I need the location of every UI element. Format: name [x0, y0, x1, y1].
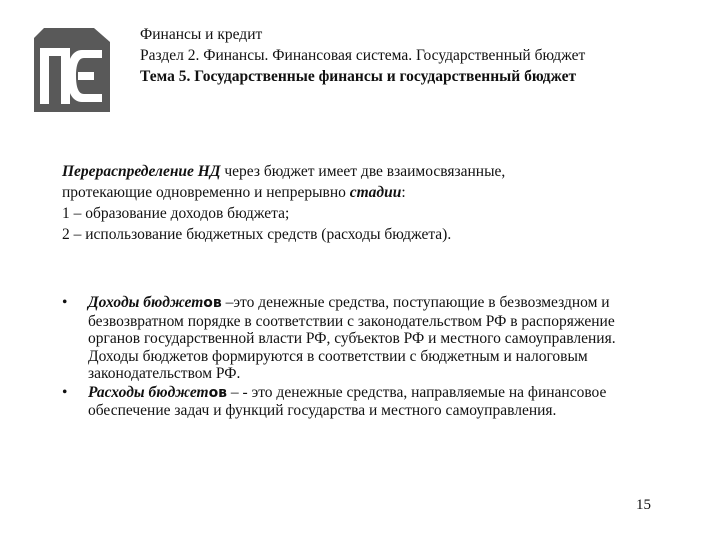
expenses-term-suffix: ов — [208, 384, 228, 401]
expenses-term: Расходы бюджет — [88, 383, 209, 401]
intro-text-part: через бюджет имеет две взаимосвязанные, протекающие одновременно и непрерывно — [62, 163, 506, 201]
bullet-list — [62, 294, 662, 420]
stages-colon: : — [401, 184, 406, 201]
slide-header — [140, 24, 700, 87]
stage-1: 1 – образование доходов бюджета; — [62, 205, 290, 222]
bullet-item-income — [62, 294, 662, 383]
page-number: 15 — [636, 497, 651, 513]
income-definition: –это денежные средства, поступающие в безвозмездном и безвозвратном порядке в соответствии с законодательством РФ в распоряжение органов государственной власти РФ, субъектов РФ и местного самоуправления. Доходы бюджетов формируются в соответствии с бюджетным и налоговым законодательством РФ. — [88, 294, 616, 382]
section-title: Раздел 2. Финансы. Финансовая система. Государственный бюджет — [140, 47, 586, 64]
bullet-mark: • — [62, 383, 68, 401]
stages-word: стадии — [349, 184, 402, 201]
topic-title: Тема 5. Государственные финансы и государственный бюджет — [140, 68, 577, 85]
stage-2: 2 – использование бюджетных средств (расходы бюджета). — [62, 226, 452, 243]
ps-logo-icon — [32, 26, 112, 112]
income-term: Доходы бюджет — [88, 294, 204, 311]
bullet-mark: • — [62, 294, 68, 311]
intro-paragraph — [62, 161, 582, 245]
intro-text — [62, 161, 582, 203]
course-title: Финансы и кредит — [140, 26, 263, 43]
bullet-item-expenses — [62, 384, 662, 420]
intro-term: Перераспределение НД — [62, 163, 221, 180]
income-term-suffix: ов — [203, 295, 222, 311]
expenses-definition: – - это денежные средства, направляемые на финансовое обеспечение задач и функций государства и местного самоуправления. — [88, 383, 607, 419]
